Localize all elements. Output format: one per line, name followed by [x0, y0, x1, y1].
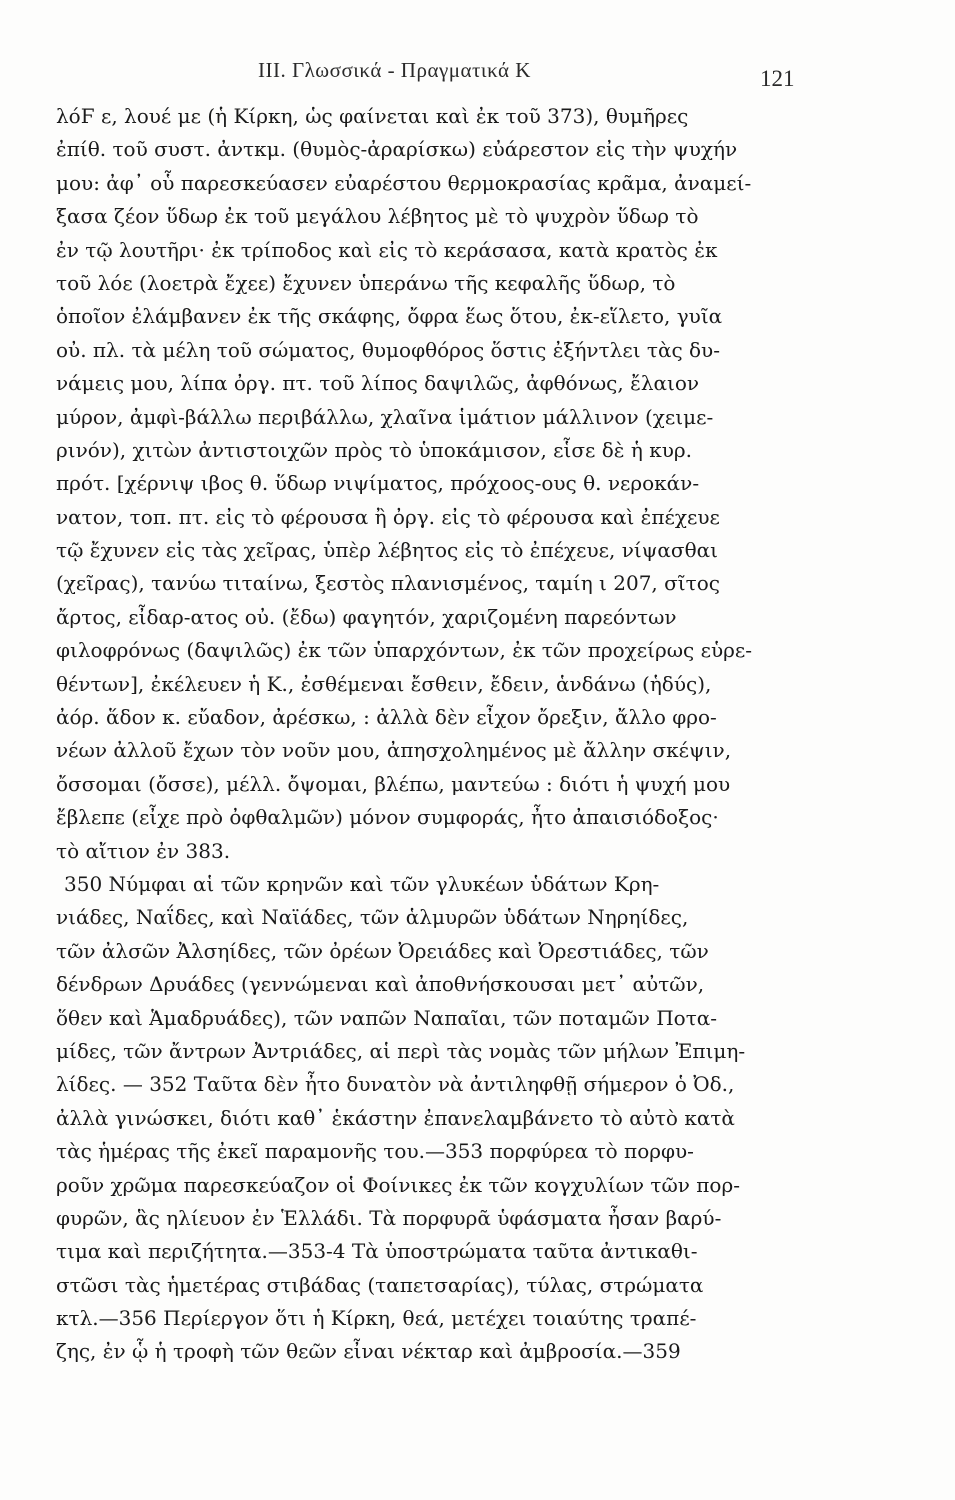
text-line: 350 Νύμφαι αἱ τῶν κρηνῶν καὶ τῶν γλυκέων ὑδάτων Κρη- [64, 871, 660, 896]
text-line: ξασα ζέον ὕδωρ ἐκ τοῦ μεγάλου λέβητος μὲ τὸ ψυχρὸν ὕδωρ τὸ [56, 204, 699, 229]
commentary-text [56, 100, 816, 1402]
text-line: στῶσι τὰς ἡμετέρας στιβάδας (ταπετσαρίας), τύλας, στρώματα [56, 1272, 704, 1297]
text-line: ὁποῖον ἐλάμβανεν ἐκ τῆς σκάφης, ὄφρα ἕως ὅτου, ἐκ-εἵλετο, γυῖα [56, 304, 723, 329]
text-line: τῷ ἔχυνεν εἰς τὰς χεῖρας, ὑπὲρ λέβητος εἰς τὸ ἐπέχευε, νίψασθαι [56, 538, 718, 563]
running-head: III. Γλωσσικά - Πραγματικά Κ [258, 58, 531, 82]
text-line: ἀόρ. ἅδον κ. εὔαδον, ἀρέσκω, : ἀλλὰ δὲν εἶχον ὄρεξιν, ἄλλο φρο- [56, 705, 717, 730]
text-line: μου: ἀφ᾽ οὗ παρεσκεύασεν εὐαρέστου θερμοκρασίας κρᾶμα, ἀναμεί- [56, 170, 752, 195]
text-line: μύρον, ἀμφὶ-βάλλω περιβάλλω, χλαῖνα ἱμάτιον μάλλινον (χειμε- [56, 404, 714, 429]
text-line: νατον, τοπ. πτ. εἰς τὸ φέρουσα ἢ ὀργ. εἰς τὸ φέρουσα καὶ ἐπέχευε [56, 504, 720, 529]
text-line: φυρῶν, ἃς ηλίευον ἐν Ἑλλάδι. Τὰ πορφυρᾶ ὑφάσματα ἦσαν βαρύ- [56, 1205, 722, 1230]
text-line: κτλ.—356 Περίεργον ὅτι ἡ Κίρκη, θεά, μετέχει τοιαύτης τραπέ- [56, 1306, 697, 1331]
text-line: ρινόν), χιτὼν ἀντιστοιχῶν πρὸς τὸ ὑποκάμισον, εἷσε δὲ ἡ κυρ. [56, 437, 692, 462]
text-line: νέων ἀλλοῦ ἔχων τὸν νοῦν μου, ἀπησχολημένος μὲ ἄλλην σκέψιν, [56, 738, 732, 763]
text-line: τῶν ἀλσῶν Ἀλσηίδες, τῶν ὀρέων Ὀρειάδες καὶ Ὀρεστιάδες, τῶν [56, 938, 709, 963]
text-line: ἄρτος, εἶδαρ-ατος οὐ. (ἔδω) φαγητόν, χαριζομένη παρεόντων [56, 604, 677, 629]
text-line: τὸ αἴτιον ἐν 383. [56, 838, 231, 863]
text-line: τιμα καὶ περιζήτητα.—353-4 Τὰ ὑποστρώματα ταῦτα ἀντικαθι- [56, 1239, 698, 1264]
text-line: ἐπίθ. τοῦ συστ. ἀντκμ. (θυμὸς-ἀραρίσκω) εὐάρεστον εἰς τὴν ψυχήν [56, 137, 738, 162]
text-line: πρότ. [χέρνιψ ιβος θ. ὕδωρ νιψίματος, πρόχοος-ους θ. νεροκάν- [56, 471, 700, 496]
text-line: ζης, ἐν ᾧ ἡ τροφὴ τῶν θεῶν εἶναι νέκταρ καὶ ἀμβροσία.—359 [56, 1339, 681, 1364]
page-header [0, 58, 955, 98]
text-line: ὅθεν καὶ Ἁμαδρυάδες), τῶν ναπῶν Ναπαῖαι, τῶν ποταμῶν Ποτα- [56, 1005, 718, 1030]
text-line: οὐ. πλ. τὰ μέλη τοῦ σώματος, θυμοφθόρος ὅστις ἐξήντλει τὰς δυ- [56, 337, 720, 362]
text-line: ἔβλεπε (εἶχε πρὸ ὀφθαλμῶν) μόνον συμφοράς, ἦτο ἀπαισιόδοξος· [56, 805, 719, 830]
text-line: τοῦ λόε (λοετρὰ ἔχεε) ἔχυνεν ὑπεράνω τῆς κεφαλῆς ὕδωρ, τὸ [56, 270, 676, 295]
text-line: μίδες, τῶν ἄντρων Ἀντριάδες, αἱ περὶ τὰς νομὰς τῶν μήλων Ἐπιμη- [56, 1038, 746, 1063]
text-line: ἐν τῷ λουτῆρι· ἐκ τρίποδος καὶ εἰς τὸ κεράσασα, κατὰ κρατὸς ἐκ [56, 237, 718, 262]
text-line: ὄσσομαι (ὄσσε), μέλλ. ὄψομαι, βλέπω, μαντεύω : διότι ἡ ψυχή μου [56, 771, 731, 796]
text-line: ἀλλὰ γινώσκει, διότι καθ᾽ ἑκάστην ἐπανελαμβάνετο τὸ αὐτὸ κατὰ [56, 1105, 735, 1130]
page-number: 121 [760, 66, 795, 91]
text-line: νιάδες, Ναΐδες, καὶ Ναϊάδες, τῶν ἁλμυρῶν ὑδάτων Νηρηίδες, [56, 905, 689, 930]
text-line: τὰς ἡμέρας τῆς ἐκεῖ παραμονῆς του.—353 πορφύρεα τὸ πορφυ- [56, 1139, 694, 1164]
text-line: φιλοφρόνως (δαψιλῶς) ἐκ τῶν ὑπαρχόντων, ἐκ τῶν προχείρως εὑρε- [56, 638, 752, 663]
text-line: δένδρων Δρυάδες (γεννώμεναι καὶ ἀποθνήσκουσαι μετ᾽ αὐτῶν, [56, 972, 705, 997]
text-line: θέντων], ἐκέλευεν ἡ Κ., ἐσθέμεναι ἔσθειν, ἔδειν, ἁνδάνω (ἡδύς), [56, 671, 712, 696]
text-line: νάμεις μου, λίπα ὀργ. πτ. τοῦ λίπος δαψιλῶς, ἀφθόνως, ἔλαιον [56, 371, 700, 396]
text-line: λόϜ ε, λουέ με (ἡ Κίρκη, ὡς φαίνεται καὶ ἐκ τοῦ 373), θυμῆρες [56, 104, 689, 128]
text-line: (χεῖρας), τανύω τιταίνω, ξεστὸς πλανισμένος, ταμίη ι 207, σῖτος [56, 571, 720, 596]
text-line [56, 1369, 816, 1402]
text-line: ροῦν χρῶμα παρεσκεύαζον οἱ Φοίνικες ἐκ τῶν κογχυλίων τῶν πορ- [56, 1172, 740, 1197]
text-line: λίδες. — 352 Ταῦτα δὲν ἦτο δυνατὸν νὰ ἀντιληφθῇ σήμερον ὁ Ὀδ., [56, 1072, 735, 1097]
